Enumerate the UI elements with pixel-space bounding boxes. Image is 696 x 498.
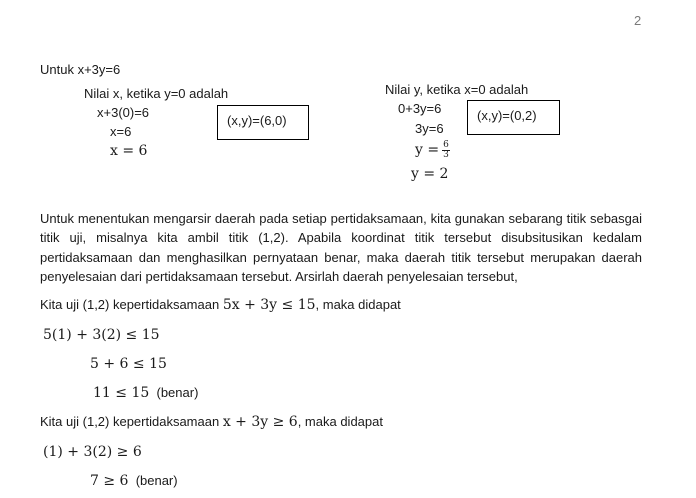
test1-intro	[40, 297, 401, 313]
test2-intro-post: , maka didapat	[297, 414, 383, 429]
test1-intro-math: 5x + 3y ≤ 15	[222, 297, 316, 313]
test1-verdict: (benar)	[156, 385, 199, 400]
test1-line-1: 5(1) + 3(2) ≤ 15	[43, 327, 160, 343]
test1-line-3-math: 11 ≤ 15	[93, 385, 150, 401]
left-step-3: x = 6	[110, 143, 148, 159]
right-step-3	[415, 139, 450, 161]
test2-verdict: (benar)	[135, 473, 178, 488]
fraction-denominator: 3	[443, 149, 449, 160]
left-step-1: x+3(0)=6	[97, 105, 150, 120]
fraction-numerator: 6	[443, 139, 449, 150]
explanation-paragraph: Untuk menentukan mengarsir daerah pada setiap pertidaksamaan, kita gunakan sebarang titik sebasgai titik uji, misalnya kita ambil titik (1,2). Apabila koordinat titik tersebut disubsitusikan kedalam pertidaksamaan dan menghasilkan pernyataan benar, maka daerah titik tersebut merupakan daerah penyelesaian dari pertidaksamaan tersebut. Arsirlah daerah penyelesaian tersebut,	[40, 211, 642, 284]
left-step-2: x=6	[110, 124, 132, 139]
test1-intro-post: , maka didapat	[315, 297, 401, 312]
test2-line-2-math: 7 ≥ 6	[90, 473, 129, 489]
right-title: Nilai y, ketika x=0 adalah	[385, 82, 529, 97]
left-title: Nilai x, ketika y=0 adalah	[84, 86, 229, 101]
test2-line-2	[90, 473, 178, 489]
test2-intro-math: x + 3y ≥ 6	[222, 414, 298, 430]
right-result-box: (x,y)=(0,2)	[467, 100, 560, 135]
test2-intro	[40, 414, 383, 430]
test2-intro-pre: Kita uji (1,2) kepertidaksamaan	[40, 414, 223, 429]
test1-intro-pre: Kita uji (1,2) kepertidaksamaan	[40, 297, 223, 312]
right-step-3-lhs: y =	[415, 142, 440, 158]
page-number: 2	[634, 13, 642, 28]
test2-line-1: (1) + 3(2) ≥ 6	[43, 444, 142, 460]
test1-line-3	[93, 385, 198, 401]
left-result-box: (x,y)=(6,0)	[217, 105, 309, 140]
section-header: Untuk x+3y=6	[40, 62, 121, 77]
fraction	[442, 141, 450, 160]
test1-line-2: 5 + 6 ≤ 15	[90, 356, 167, 372]
right-step-2: 3y=6	[415, 121, 444, 136]
right-step-1: 0+3y=6	[398, 101, 442, 116]
right-step-4: y = 2	[411, 166, 449, 182]
